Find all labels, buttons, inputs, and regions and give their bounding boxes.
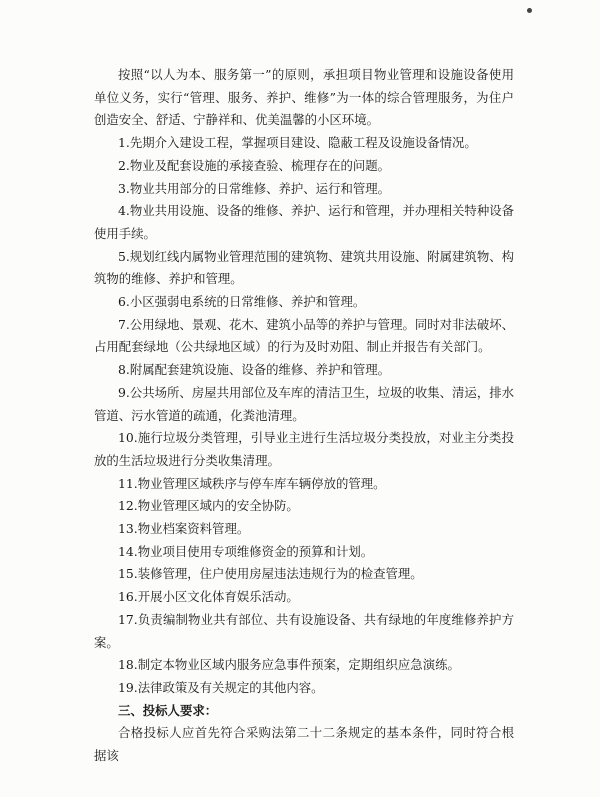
duty-item: 16.开展小区文化体育娱乐活动。	[118, 589, 299, 605]
document-body	[94, 64, 514, 768]
duty-list	[94, 132, 514, 700]
duty-item: 6.小区强弱电系统的日常维修、养护和管理。	[118, 294, 366, 310]
duty-item: 1.先期介入建设工程，掌握项目建设、隐蔽工程及设施设备情况。	[118, 135, 477, 151]
duty-item: 14.物业项目使用专项维修资金的预算和计划。	[118, 543, 374, 559]
duty-item: 8.附属配套建筑设施、设备的维修、养护和管理。	[118, 362, 391, 378]
duty-item: 17.负责编制物业共有部位、共有设施设备、共有绿地的年度维修养护方案。	[94, 611, 514, 650]
duty-item: 9.公共场所、房屋共用部位及车库的清洁卫生，垃圾的收集、清运，排水管道、污水管道的疏通，化粪池清理。	[94, 384, 514, 423]
section-heading: 三、投标人要求：	[118, 702, 218, 718]
duty-item: 5.规划红线内属物业管理范围的建筑物、建筑共用设施、附属建筑物、构筑物的维修、养护和管理。	[94, 248, 514, 287]
duty-item: 7.公用绿地、景观、花木、建筑小品等的养护与管理。同时对非法破坏、占用配套绿地（公共绿地区域）的行为及时劝阻、制止并报告有关部门。	[94, 316, 514, 355]
requirement-paragraph: 合格投标人应首先符合采购法第二十二条规定的基本条件，同时符合根据该	[94, 725, 514, 764]
duty-item: 15.装修管理，住户使用房屋违法违规行为的检查管理。	[118, 566, 423, 582]
duty-item: 4.物业共用设施、设备的维修、养护、运行和管理，并办理相关特种设备使用手续。	[94, 203, 514, 241]
intro-paragraph: 按照“以人为本、服务第一”的原则，承担项目物业管理和设施设备使用单位义务，实行“管理、服务、养护、维修”为一体的综合管理服务，为住户创造安全、舒适、宁静祥和、优美温馨的小区环境。	[94, 67, 514, 128]
scan-speck	[527, 8, 532, 13]
duty-item: 3.物业共用部分的日常维修、养护、运行和管理。	[118, 180, 391, 196]
duty-item: 2.物业及配套设施的承接查验、梳理存在的问题。	[118, 157, 391, 173]
duty-item: 11.物业管理区域秩序与停车库车辆停放的管理。	[118, 475, 386, 491]
duty-item: 18.制定本物业区域内服务应急事件预案，定期组织应急演练。	[118, 657, 460, 673]
duty-item: 10.施行垃圾分类管理，引导业主进行生活垃圾分类投放，对业主分类投放的生活垃圾进行分类收集清理。	[94, 430, 514, 468]
duty-item: 19.法律政策及有关规定的其他内容。	[118, 679, 324, 695]
duty-item: 13.物业档案资料管理。	[118, 521, 250, 537]
duty-item: 12.物业管理区域内的安全协防。	[118, 498, 299, 514]
